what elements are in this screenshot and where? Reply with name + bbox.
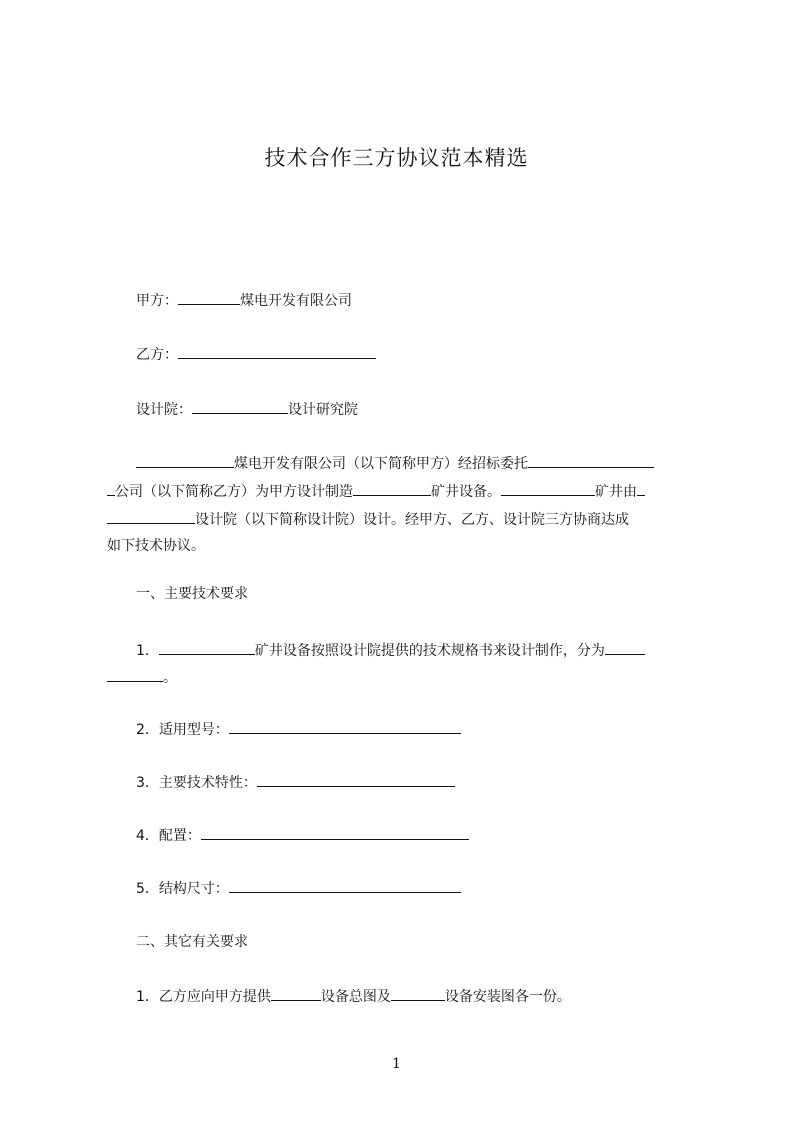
section-1-item-1 — [136, 640, 645, 661]
intro-line-1 — [136, 453, 654, 474]
party-a-label: 甲方： — [136, 293, 178, 309]
item-text: 。 — [163, 670, 177, 686]
institute-line — [136, 399, 358, 420]
blank — [353, 481, 431, 496]
blank — [107, 509, 195, 524]
item-text: 2．适用型号： — [136, 722, 229, 738]
party-b-label: 乙方： — [136, 347, 178, 363]
blank — [136, 453, 234, 468]
blank — [107, 481, 115, 496]
section-1-item-1-cont — [107, 667, 177, 688]
intro-text: 矿井由 — [595, 484, 637, 500]
section-1-heading: 一、主要技术要求 — [136, 586, 248, 602]
blank — [605, 640, 645, 655]
intro-line-2 — [107, 481, 645, 502]
blank — [637, 481, 645, 496]
party-a-line — [136, 290, 352, 311]
blank — [528, 453, 654, 468]
item-text: 3．主要技术特性： — [136, 775, 257, 791]
section-2-item-1 — [136, 986, 571, 1007]
blank — [192, 399, 288, 414]
document-title: 技术合作三方协议范本精选 — [264, 146, 529, 170]
page-number: 1 — [392, 1056, 401, 1072]
intro-text: 如下技术协议。 — [107, 538, 205, 554]
blank — [391, 986, 445, 1001]
blank — [201, 825, 469, 840]
item-number: 1． — [136, 643, 159, 659]
blank — [501, 481, 595, 496]
item-text: 设备总图及 — [320, 989, 391, 1005]
intro-text: 公司（以下简称乙方）为甲方设计制造 — [115, 484, 353, 500]
section-1-item-3 — [136, 772, 455, 793]
blank — [107, 667, 163, 682]
item-text: 1．乙方应向甲方提供 — [136, 989, 271, 1005]
item-text: 矿井设备按照设计院提供的技术规格书来设计制作，分为 — [254, 643, 605, 659]
institute-label: 设计院： — [136, 402, 192, 418]
party-a-name: 煤电开发有限公司 — [240, 293, 352, 309]
blank — [178, 290, 240, 305]
blank — [229, 719, 461, 734]
blank — [159, 640, 255, 655]
intro-text: 矿井设备。 — [431, 484, 501, 500]
blank — [178, 344, 376, 359]
blank — [229, 878, 461, 893]
intro-text: 煤电开发有限公司（以下简称甲方）经招标委托 — [234, 456, 528, 472]
blank — [271, 986, 321, 1001]
section-2-heading: 二、其它有关要求 — [136, 934, 248, 950]
intro-text: 设计院（以下简称设计院）设计。经甲方、乙方、设计院三方协商达成 — [195, 512, 629, 528]
intro-line-3 — [107, 509, 629, 530]
section-1-item-4 — [136, 825, 469, 846]
section-1-item-5 — [136, 878, 461, 899]
item-text: 4．配置： — [136, 828, 201, 844]
section-1-item-2 — [136, 719, 461, 740]
intro-line-4 — [107, 536, 205, 556]
party-b-line — [136, 344, 376, 365]
blank — [257, 772, 455, 787]
item-text: 5．结构尺寸： — [136, 881, 229, 897]
item-text: 设备安装图各一份。 — [444, 989, 571, 1005]
institute-name: 设计研究院 — [288, 402, 358, 418]
